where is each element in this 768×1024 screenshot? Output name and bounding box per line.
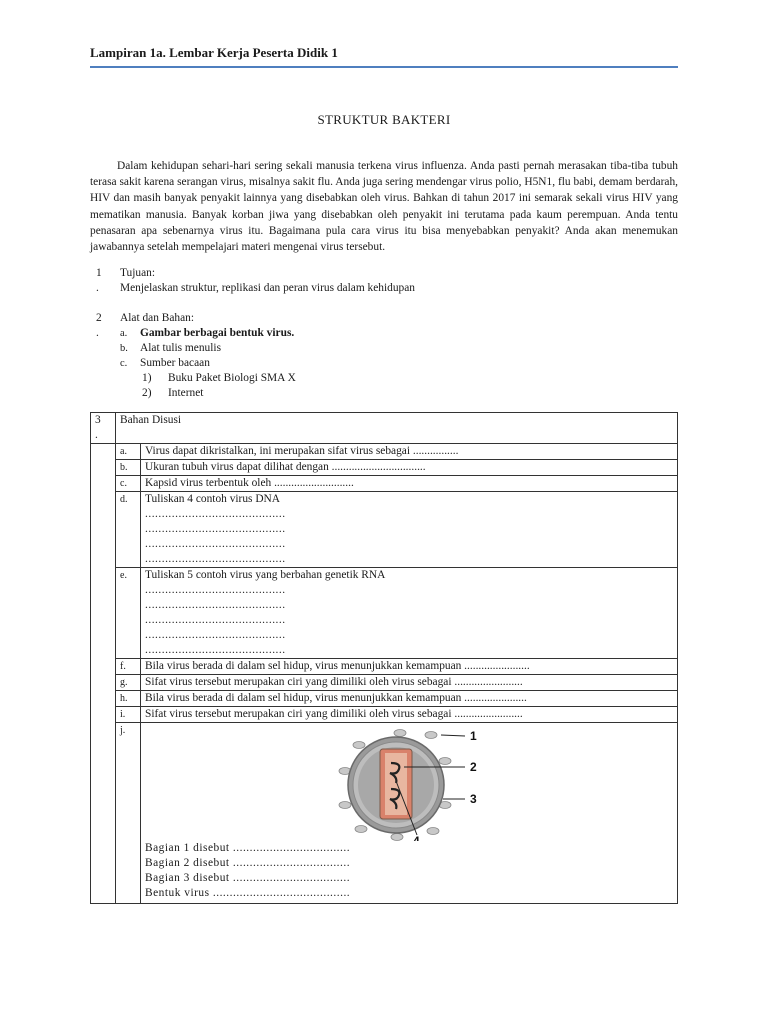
figure-label: 2: [470, 760, 477, 774]
answer-line[interactable]: ..........................................: [145, 538, 286, 550]
question-d: Tuliskan 4 contoh virus DNA .......................................... .......................................... .......................................... ..........................................: [141, 492, 678, 568]
answer-line[interactable]: Bentuk virus .........................................: [145, 887, 351, 899]
question-h: Bila virus berada di dalam sel hidup, virus menunjukkan kemampuan ......................: [141, 691, 678, 707]
section-text: Menjelaskan struktur, replikasi dan peran virus dalam kehidupan: [120, 282, 415, 294]
question-a: Virus dapat dikristalkan, ini merupakan sifat virus sebagai ................: [141, 444, 678, 460]
question-f: Bila virus berada di dalam sel hidup, virus menunjukkan kemampuan .......................: [141, 659, 678, 675]
virus-structure-diagram: [145, 723, 585, 841]
table-row: j. 1 2 3 4 Bagian 1 disebut ................................... Bagian 2 disebut ................................... Bagian 3 disebut ................................... Bentuk virus .........................................: [91, 723, 678, 904]
table-row: f. Bila virus berada di dalam sel hidup, virus menunjukkan kemampuan .......................: [91, 659, 678, 675]
figure-label: 4: [413, 834, 420, 841]
figure-label: 1: [470, 729, 477, 743]
section-number: 2 .: [96, 312, 102, 339]
answer-line[interactable]: ..........................................: [145, 644, 286, 656]
table-row: d. Tuliskan 4 contoh virus DNA .......................................... .......................................... .......................................... ..........................................: [91, 492, 678, 568]
section-label: Bahan Disusi: [116, 413, 678, 444]
question-g: Sifat virus tersebut merupakan ciri yang dimiliki oleh virus sebagai ........................: [141, 675, 678, 691]
answer-line[interactable]: Bagian 3 disebut ...................................: [145, 872, 351, 884]
list-item: 1) Buku Paket Biologi SMA X: [142, 372, 296, 384]
answer-line[interactable]: Bagian 2 disebut ...................................: [145, 857, 351, 869]
page-title: STRUKTUR BAKTERI: [317, 112, 451, 127]
question-e: Tuliskan 5 contoh virus yang berbahan genetik RNA .......................................... .......................................... .......................................... .......................................... ..........................................: [141, 568, 678, 659]
table-row: a. Virus dapat dikristalkan, ini merupakan sifat virus sebagai ................: [91, 444, 678, 460]
section-label: Alat dan Bahan:: [120, 312, 195, 324]
list-item: 2) Internet: [142, 387, 204, 399]
answer-line[interactable]: ..........................................: [145, 553, 286, 565]
answer-line[interactable]: ..........................................: [145, 614, 286, 626]
question-i: Sifat virus tersebut merupakan ciri yang dimiliki oleh virus sebagai ........................: [141, 707, 678, 723]
answer-line[interactable]: ..........................................: [145, 584, 286, 596]
section-number: 1 .: [96, 267, 102, 294]
list-item: c. Sumber bacaan: [120, 357, 210, 369]
document-header: Lampiran 1a. Lembar Kerja Peserta Didik 1: [90, 45, 338, 60]
question-j: [141, 723, 678, 904]
table-row: [91, 413, 678, 444]
discussion-table: [90, 412, 678, 904]
table-row: g. Sifat virus tersebut merupakan ciri yang dimiliki oleh virus sebagai ........................: [91, 675, 678, 691]
answer-line[interactable]: ..........................................: [145, 508, 286, 520]
table-row: h. Bila virus berada di dalam sel hidup, virus menunjukkan kemampuan ......................: [91, 691, 678, 707]
intro-paragraph: Dalam kehidupan sehari-hari sering sekali manusia terkena virus influenza. Anda pasti pernah merasakan tiba-tiba tubuh terasa sakit karena serangan virus, misalnya sakit flu. Anda juga sering mendengar virus polio, H5N1, flu babi, demam berdarah, HIV dan masih banyak penyakit lainnya yang disebabkan oleh virus. Bahkan di tahun 2017 ini semarak sekali virus HIV yang mematikan manusia. Banyak korban jiwa yang disebabkan oleh penyakit ini terutama pada kaum perempuan. Anda tentu penasaran apa sebenarnya virus itu. Bagaimana pula cara virus itu bisa menyebabkan penyakit? Anda akan menemukan jawabannya setelah mempelajari materi mengenai virus tersebut.: [90, 160, 678, 254]
virus-figure: [145, 723, 673, 841]
header-rule: [90, 66, 678, 68]
section-number: 3 .: [91, 413, 116, 444]
list-item: b. Alat tulis menulis: [120, 342, 221, 354]
answer-line[interactable]: ..........................................: [145, 629, 286, 641]
table-row: c. Kapsid virus terbentuk oleh ............................: [91, 476, 678, 492]
question-b: Ukuran tubuh virus dapat dilihat dengan .................................: [141, 460, 678, 476]
table-row: b. Ukuran tubuh virus dapat dilihat dengan .................................: [91, 460, 678, 476]
answer-line[interactable]: Bagian 1 disebut ...................................: [145, 842, 351, 854]
table-row: e. Tuliskan 5 contoh virus yang berbahan genetik RNA .......................................... .......................................... .......................................... .......................................... ..........................................: [91, 568, 678, 659]
table-row: i. Sifat virus tersebut merupakan ciri yang dimiliki oleh virus sebagai ........................: [91, 707, 678, 723]
answer-line[interactable]: ..........................................: [145, 523, 286, 535]
question-c: Kapsid virus terbentuk oleh ............................: [141, 476, 678, 492]
figure-label: 3: [470, 792, 477, 806]
answer-line[interactable]: ..........................................: [145, 599, 286, 611]
section-label: Tujuan:: [120, 267, 156, 279]
list-item: a. Gambar berbagai bentuk virus.: [120, 327, 295, 339]
